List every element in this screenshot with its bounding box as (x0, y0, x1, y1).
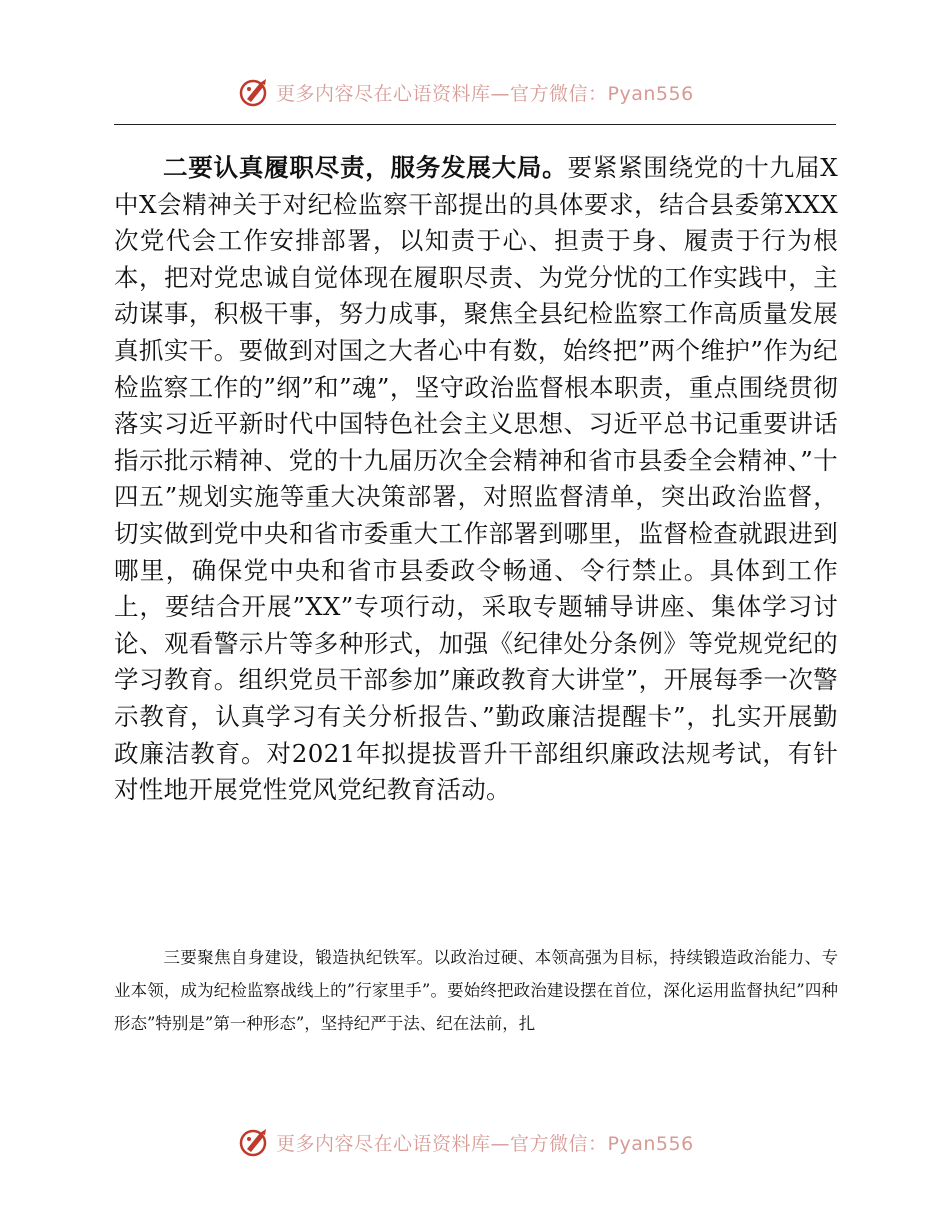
watermark-text: 更多内容尽在心语资料库—官方微信：Pyan556 (276, 82, 694, 105)
section-2-heading: 二要认真履职尽责，服务发展大局。 (163, 153, 568, 182)
footer-watermark (0, 1122, 950, 1162)
watermark (238, 1122, 694, 1162)
section-2-body: 要紧紧围绕党的十九届X中X会精神关于对纪检监察干部提出的具体要求，结合县委第XXX次党代会工作安排部署，以知责于心、担责于身、履责于行为根本，把对党忠诚自觉体现在履职尽责、为党分忧的工作实践中，主动谋事，积极干事，努力成事，聚焦全县纪检监察工作高质量发展真抓实干。要做到对国之大者心中有数，始终把”两个维护”作为纪检监察工作的”纲”和”魂”，坚守政治监督根本职责，重点围绕贯彻落实习近平新时代中国特色社会主义思想、习近平总书记重要讲话指示批示精神、党的十九届历次全会精神和省市县委全会精神、”十四五”规划实施等重大决策部署，对照监督清单，突出政治监督，切实做到党中央和省市委重大工作部署到哪里，监督检查就跟进到哪里，确保党中央和省市县委政令畅通、令行禁止。具体到工作上，要结合开展”XX”专项行动，采取专题辅导讲座、集体学习讨论、观看警示片等多种形式，加强《纪律处分条例》等党规党纪的学习教育。组织党员干部参加”廉政教育大讲堂”，开展每季一次警示教育，认真学习有关分析报告、”勤政廉洁提醒卡”，扎实开展勤政廉洁教育。对2021年拟提拔晋升干部组织廉政法规考试，有针对性地开展党性党风党纪教育活动。 (114, 153, 838, 805)
section-2-paragraph (114, 150, 838, 809)
section-3-paragraph: 三要聚焦自身建设，锻造执纪铁军。以政治过硬、本领高强为目标，持续锻造政治能力、专业本领，成为纪检监察战线上的”行家里手”。要始终把政治建设摆在首位，深化运用监督执纪”四种形态”特别是”第一种形态”，坚持纪严于法、纪在法前，扎 (114, 948, 838, 1033)
section-2 (114, 150, 838, 809)
header-watermark (0, 72, 950, 112)
library-logo-icon (238, 1125, 272, 1159)
section-3 (114, 941, 838, 1040)
library-logo-icon (238, 75, 272, 109)
header-rule (114, 124, 836, 125)
watermark-text: 更多内容尽在心语资料库—官方微信：Pyan556 (276, 1132, 694, 1155)
watermark (238, 72, 694, 112)
